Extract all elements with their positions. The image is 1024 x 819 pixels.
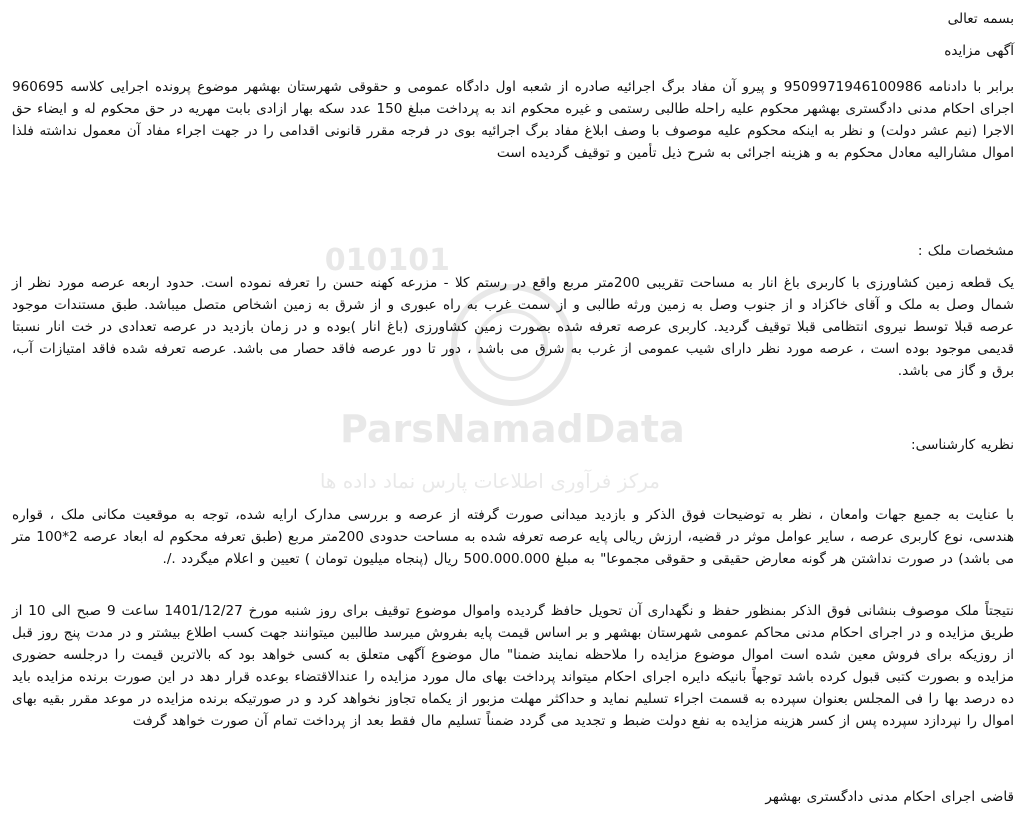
intro-paragraph: برابر با دادنامه 9509971946100986 و پیرو آن مفاد برگ اجرائیه صادره از شعبه اول دادگاه عمومی و حقوقی شهرستان بهشهر موضوع پرونده اجرایی کلاسه 960695 اجرای احکام مدنی دادگستری بهشهر محکوم علیه راحله طالبی رستمی و غیره محکوم اند به پرداخت مبلغ 150 عدد سکه بهار ازادی بابت مهریه در حق محکوم له و ایضاء حق الاجرا (نیم عشر دولت) و نظر به اینکه محکوم علیه موصوف با وصف ابلاغ مفاد برگ اجرائیه بوی در فرجه مقرر قانونی اقدامی را در جهت اجراء مفاد آن معمول نداشته فلذا اموال مشارالیه معادل محکوم به و هزینه اجرائی به شرح ذیل تأمین و توقیف گردیده است: [12, 79, 1014, 161]
watermark-code: 010101: [324, 243, 450, 278]
expert-paragraph: با عنایت به جمیع جهات وامعان ، نظر به توضیحات فوق الذکر و بازدید میدانی صورت گرفته از عرصه و بررسی مدارک ارایه شده، توجه به موقعیت مکانی ملک ، قواره هندسی، نوع کاربری عرصه ، سایر عوامل موثر در قضیه، ارزش ریالی پایه عرصه تعرفه شده به مساحت حدودی 200متر مربع (طبق تعرفه محکوم له ابعاد عرصه 2*100 متر می باشد) در صورت نداشتن هر گونه معارض حقیقی و حقوقی مجموعا" به مبلغ 500.000.000 ریال (پنجاه میلیون تومان ) تعیین و اعلام میگردد ./.: [12, 507, 1014, 567]
result-paragraph: نتیجتاً ملک موصوف بنشانی فوق الذکر بمنظور حفظ و نگهداری آن تحویل حافظ گردیده واموال موضوع توقیف برای روز شنبه مورخ 1401/12/27 ساعت 9 صبح الی 10 از طریق مزایده و در اجرای احکام مدنی محاکم عمومی شهرستان بهشهر و بر اساس قیمت پایه بفروش میرسد طالبین میتوانند جهت کسب اطلاع بیشتر و در مدت پنج روز قبل از روزیکه برای فروش معین شده است اموال موضوع مزایده را ملاحظه نمایند ضمنا" مال موضوع آگهی متعلق به کسی خواهد بود که بالاترین قیمت را درجلسه حضوری مزایده و بصورت کتبی قبول کرده باشد توجهاً بانیکه دایره اجرای احکام میتواند پرداخت بهای مال مورد مزایده را عندالاقتضاء بوعده قرار دهد در این صورت برنده مزایده باید ده درصد بها را فی المجلس بعنوان سپرده به قسمت اجراء تسلیم نماید و حداکثر مهلت مزبور از یکماه تجاوز نخواهد کرد و در صورتیکه برنده مزایده در موعد مقرر بقیه بهای اموال را نپردازد سپرده پس از کسر هزینه مزایده به نفع دولت ضبط و تجدید می گردد ضمناً تسلیم مال فقط بعد از پرداخت تمام آن صورت خواهد گرفت: [12, 603, 1014, 729]
watermark-tagline: مرکز فرآوری اطلاعات پارس نماد داده ها: [319, 469, 660, 493]
property-paragraph: یک قطعه زمین کشاورزی با کاربری باغ انار به مساحت تقریبی 200متر مربع واقع در رستم کلا - مزرعه کهنه حسن را تعرفه نموده است. حدود اربعه عرصه مورد نظر از شمال وصل به ملک و آقای خاکزاد و از جنوب وصل به زمین ورثه طالبی و از سمت غرب به راه عبوری و از شرق به زمین اشخاص متصل میباشد. طبق مستندات موجود عرصه قبلا توسط نیروی انتظامی قبلا توقیف گردید. کاربری عرصه تعرفه شده بصورت زمین کشاورزی (باغ انار )بوده و در زمان بازدید در عرصه تعدادی در خت انار نسبتا قدیمی موجود بوده است ، عرصه مورد نظر دارای شیب عمومی از غرب به شرق می باشد ، دور تا دور عرصه فاقد حصار می باشد. عرصه تعرفه شده فاقد امتیازات آب، برق و گاز می باشد.: [12, 275, 1014, 379]
notice-title: آگهی مزایده: [944, 43, 1014, 59]
greeting: بسمه تعالی: [947, 11, 1014, 27]
property-heading: مشخصات ملک :: [917, 243, 1014, 259]
watermark-brand: ParsNamadData: [340, 407, 685, 451]
signature-line: قاضی اجرای احکام مدنی دادگستری بهشهر: [765, 789, 1014, 805]
expert-heading: نظریه کارشناسی:: [911, 437, 1014, 453]
